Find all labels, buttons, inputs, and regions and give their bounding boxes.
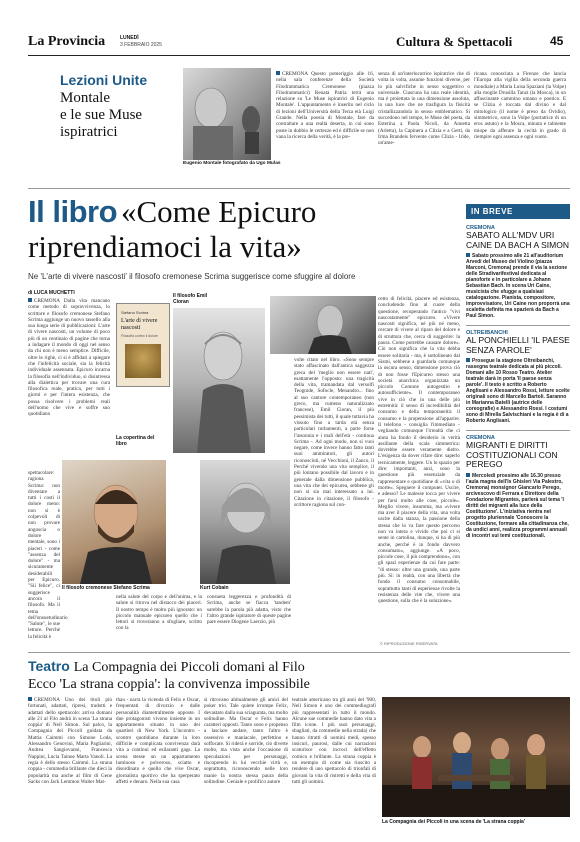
libro-column-3-bottom: consueta leggerezza e profondità di Scrima, anche se fiacca 'tandem' sarebbe la parola più adatta, visto che l'altro grande ispiratore di queste pagine pare essere Diogene Laerzio, più [207, 594, 291, 626]
lezioni-kicker: Lezioni Unite [60, 72, 148, 88]
teatro-headline-block [28, 658, 570, 693]
section-title: Cultura & Spettacoli [396, 34, 513, 49]
section-divider [28, 652, 570, 653]
cobain-portrait-illustration [200, 460, 290, 584]
scrima-photo [62, 460, 166, 584]
libro-byline: di LUCA MUCHETTI [28, 290, 75, 296]
bullet-square-icon [276, 71, 280, 75]
cobain-photo [200, 460, 290, 584]
lezioni-title-line1: Montale [60, 90, 110, 106]
teatro-photo-caption: La Compagnia dei Piccoli in una scena de 'La strana coppia' [382, 819, 525, 825]
inbreve-item-3-city: CREMONA [466, 435, 495, 441]
cioran-portrait-illustration [173, 308, 265, 453]
teatro-headline-line1: La Compagnia dei Piccoli domani al Filo [73, 660, 305, 675]
lezioni-headline-block [60, 72, 180, 141]
teatro-column-3: si ritrovano abitualmente gli amici del poker trio. Tale quiete irrompe Felix, devastato dalla sua sciagurata, ma molto solitudine. Ma Oscar e Felix hanno caratteri opposti. Tanto sono e propenso a lasciare andare, tanto l'altro è ossessivo e maniacale, perfettino e soffocate. Si riderà e sorride, ciò diverte molto, ma vista anche l'occasione di speculazioni per personaggi, riscoprendo in lui vecchie virtù e, soprattutto, riconoscendo nelle loro manie la nostra stessa paura della solitudine. Geniale e prolifico autore [204, 697, 288, 785]
section-divider [28, 188, 570, 189]
inbreve-item-2 [466, 325, 570, 424]
libro-column-3-top: volte citato nel libro. «Sono sempre stato affascinato dall'antica saggezza greca del 'meglio non essere nati', esattamente l'opposto: una tragicità della vita, tramandata dal versolfi Teognide, Sofocle, Menandro... fino al suo cantore contemporaneo (non greco, ma rumeno naturalizzato francese), Emil Cioran, il più pessimista dei tutti, il quale tuttavia ha vissuto fino a tarda età senza particolari turbamenti, a parte forse l'insonnia e i mali dell'età - continua Scrima -. Ad ogni modo, non si vuoi negare, come invece hanno fatto tanti suoi ammiratori, gli autori riconosciuti, né Vecchioni, il Zanco, il Perché vivendo una vita semplice, il più lontano possibile dal lavoro e in generale dalla dimensione pubblica, una vita che dei epicurea, sebbene gli non si sia mai interessato a lui. Citazione in citazione, il filosofo - scrittore ragiona sul con- [294, 357, 374, 508]
book-cover-artwork [125, 344, 161, 378]
masthead [28, 34, 570, 54]
inbreve-item-1-headline: SABATO ALL'MDV URI CAINE DA BACH A SIMON [466, 230, 569, 250]
book-cover-caption: La copertina del libro [116, 435, 155, 447]
issue-day: LUNEDÌ [120, 35, 139, 41]
libro-column-1-top: CREMONA Dalla vita mancano come metodo di sopravvivenza, lo scrittore e filosofo cremonese Stefano Scrima aggiunge un nuovo tassello alla sua lunga serie di pubblicazioni: L'arte di vivere nascosti, un volume di poco più di un centinaio di pagine che torna a indagare il mondo di oggi nel senso da chi non è meno semplice. Difficile, oltre le righe, ci si è affidati a spiegare che l'infelicità sociale, sia la felicità individuale assennata. Epicuro incarna la filosofia nell'individuo, si disintressa alla dialettica per trovare una cura filosofica reale, pratica, per tutti i giorni e per l'intera esistenza, che possa risolvere i problemi reali dell'uomo che vive e soffre suo quotidiano [28, 298, 110, 418]
bullet-square-icon [28, 697, 32, 701]
scrima-portrait-illustration [62, 460, 166, 584]
lezioni-column-1: CREMONA Questo pomeriggio alle 16, nella sala conferenze della Società Filodrammatica Cremonese (piazza Filodrammatici) Renata Patria terrà una relazione su 'Le Muse ispiratrici di Eugenio Montale'. L'appuntamento è inserito nel ciclo di lezioni dell'Università della Terza età Luigi Grande. Nella poesia di Montale, fare da contraltare a una realtà deserta, in cui sono poste in dubbio le certezze ed è difficile se non vana la ricerca della verità, è la pre- [276, 71, 374, 140]
cioran-photo [173, 308, 265, 453]
epicuro-portrait-illustration [270, 296, 376, 354]
teatro-photo [382, 697, 570, 817]
libro-kicker: Il libro [28, 194, 117, 229]
inbreve-item-3-headline: MIGRANTI E DIRITTI COSTITUZIONALI CON PEREGO [466, 440, 558, 469]
inbreve-item-1-city: CREMONA [466, 225, 495, 231]
montale-photo-caption: Eugenio Montale fotografato da Ugo Mulas [183, 161, 281, 166]
inbreve-item-2-headline: AL PONCHIELLI 'IL PAESE SENZA PAROLE' [466, 335, 570, 355]
inbreve-item-1-body: Sabato prossimo alle 21 all'auditorium Arvedi del Museo del Violino (piazza Marconi, Cremona) prende il via la sezione delle Stradivarifestival dedicata al pianoforte e in particolare a Johann Sebastian Bach. In scena Uri Caine, musicista che sfugge a qualsiasi catalogazione. Pianista, compositore, improvvisatore, Uri Caine non proporrà una scaletta definita ma spazierà da Bach a Paul Simon. [466, 253, 570, 319]
libro-column-4: cetto di felicità, piacere ed esistenza, concludendo fino al cuore della questione, recuperando l'antico "vivi nascostamente" epicureo. «Vivere nascosti significa, né più né meno, cercare di vivere al riparo del dolore e di struttura che, cerca di suggerire: la paura. Come potrebbe causare dolore». Ciò non significa che la vita debba essere solitaria - ma, è sottolineato dal Sismi, sebbene a guardarla comunque la oscura senso, dimensione prova ciò di non fosse l'Epicureo stesso una società anarchica organizzata un piccolo Comune autogestito e autosufficiente». Il contemporaneo vive in ciò che in una delle più estremità: il senso di incredibilità del consumo e della temporaneità: il consumo e la propensione all'apparire. Il telefono - consiglia l'immediato - vegliando comunque l'irrealtà che ci aiuta ha fondo il desiderio in verità assillante della scala simmetrica: dovrebbe essere veramente dietro. L'esigenza da dover rifare dire: saperlo tecnicamente, leggere. Un lo spazio per dire: importanti, anzi, sono la questione più essenziale da rappresentare e quotidiane di «vita o di morte». Spegnere il computer. Uscire, e adesso? Le malesse tocca per vivere per farsi molto alle cose, piccole». Meglio vivere, insomma, ma «vivere ma aver il piacere della vita, una volta uscite dalla stanza, la passione della stessa che lo va fare questo percorso non va intera e vivido che poi ci si sente in cartolina, dunque, si ha di più anche, perché è in fondo davvero consumato», aggiunge. «A poco, piccole cose, il più comprendono», con gli spazi esperienze da cui fare parte: "di stesso: oltre una grande, una parte più. Sì: in realtà, con una libertà che fondo il consumo consumabile, soprattutto tanti di esperienze rivolte la resistenza delle vite che, vivere una questione, sulla che è la soluzione». [378, 296, 460, 605]
libro-column-2-bottom: nella salute del corpo e dell'anima, e la salute si ritrova nel distacco dei piaceri. Il nostro tempo è molto più ignorato: un piccolo manuale epicureo quello che i lettori si troveranno a sfogliare, scritto con la [116, 594, 202, 632]
lezioni-column-3: ricana conosciuta a Firenze che lancia l'Europa alla vigilia della seconda guerra mondiale) a Maria Luisa Spaziani (la Volpe) alla moglie Drusilla Tanzi (la Mosca), in un affascinante cammino umano e poetico. E se Clizia è toccata dal divino e dal mitologico (il nome è preso da Ovidio), simmetrico, sono la Volpe (portatrice di un eros astuto) e la Mosca, minuta e talmente miope da afferare la cecità in grado di riempire ogni assenza e ogni vuoto. [474, 71, 567, 140]
libro-headline-block [28, 194, 438, 264]
teatro-column-2: thau - narra la vicenda di Felix e Oscar, frequentati di divorzio e dalle personalità diametralmente opposte. I due protagonisti vivono insieme in un appartamento situato in uno dei quartieri di New York. L'incontro - scontro quotidiano durante la loro difficile e complicata convivenza darà vita a continui ed esilaranti gags. La scena stesse un un appartamento luminoso e polveroso, sciatto e disordinato e quello che vive Oscar, giornalista sportivo che ha sperperato affetti e denaro. Nella sua casa [116, 697, 200, 785]
inbreve-item-3 [466, 430, 570, 539]
lezioni-title-line2: e le sue Muse [60, 107, 143, 123]
book-cover-subtitle: Filosofia contro il dolore [121, 334, 158, 338]
lezioni-title-line3: ispiratrici [60, 124, 118, 140]
page-number: 45 [550, 34, 564, 48]
inbreve-sidebar [466, 204, 570, 539]
scrima-photo-caption: Il filosofo cremonese Stefano Scrima [62, 585, 150, 591]
teatro-scene-illustration [382, 697, 570, 817]
book-cover-title: L'arte di vivere nascosti [121, 318, 158, 331]
teatro-column-1: CREMONA Uno dei titoli più fortunati, adattati, ripresi, tradotti e adattati dello spettacolo: arriva domani alle 21 al Filo andrà in scena 'La strana coppia' di Neil Simon. Sul palco, la Compagnia dei Piccoli guidata da Mattia Caimmi con Simone Loda, Alessandro Genovini, Maria Pagliarini, Andrea Sangiovanni, Francesca Nappini, Lucia Tainoe Marta Vanoli. La regia è dello stesso Caimmi. La strana coppia - commedia brillante che dieci la popolarità ma anche al film di Gene Sacks con Jack Lemmon Walter Mat- [28, 697, 112, 785]
libro-headline-line2: riprendiamoci la vita» [28, 229, 302, 264]
issue-date: 3 FEBBRAIO 2025 [120, 42, 162, 48]
libro-copyright: © RIPRODUZIONE RISERVATA [380, 641, 438, 646]
bullet-square-icon [28, 298, 32, 302]
cioran-label: Il filosofo Emil Cioran [173, 293, 208, 305]
inbreve-title: IN BREVE [466, 204, 570, 219]
libro-column-1-mid: spettacolare: ragiona Scrima: non diventare a tutti i costi il dolore meno: non si è colpevoli di non provare angoscia o dolore mentale, sono i piaceri - come "assenza del dolore" - ma sicuramente desiderabili per Epicuro. "Sii felice", ci suggerisce ancora il filosofo. Ma il tema dell'onsuetudinario "Salute", le sue letture. Perché la felicità è [28, 470, 68, 640]
teatro-column-4: teatrale americano tra gli anni del '900, Neil Simon è uno dei commediografi più rappresentati in tutto il mondo. Alcune sue commedie hanno dato vita a film icone. I più suoi personaggi, sbagliati, da commedie nella strada) che hanno ritratti di uomini medi, spesso insicuri, paurosi, dalle cui narrazioni scaturisce con incroci dell'effetto comico e brillante. La strana coppia è un esempio di come sia riuscito a rendere di uno spettacolo di trionfali di giovani la vita di ristretti e della vita di tutti gli uomini. [292, 697, 376, 785]
epicuro-photo [270, 296, 376, 354]
book-cover [116, 303, 170, 387]
teatro-headline-line2: Ecco 'La strana coppia': la convivenza impossibile [28, 677, 310, 692]
libro-subhead: Ne 'L'arte di vivere nascosti' il filosofo cremonese Scrima suggerisce come sfuggire al dolore [28, 272, 356, 281]
masthead-rule [28, 55, 570, 56]
newspaper-logo: La Provincia [28, 34, 106, 49]
bullet-square-icon [466, 253, 470, 257]
bullet-square-icon [466, 358, 470, 362]
inbreve-item-2-body: Prosegue la stagione Oltreibanchi, rassegna teatrale dedicata ai più piccoli. Domani alle 10 Rosso Teatro. Atelier teatrale darà in porta 'Il paese senza parole'. Il testo è scritto a Roberto Anglisani e Alessandro Rossi, letture scelte originali sono di Marcello Bartoli. Saranno in Marianna Batelli (autrice delle coreografie) e Alessandro Rossi. I costumi sono di Mirella Salvischiani e la regia è di a Roberto Anglisani. [466, 358, 570, 424]
inbreve-item-2-city: OLTREIBANCHI [466, 330, 508, 336]
montale-photo [183, 68, 271, 160]
bullet-square-icon [466, 473, 470, 477]
montale-portrait-illustration [183, 68, 271, 160]
inbreve-item-1 [466, 225, 570, 319]
inbreve-item-3-body: Mercoledì prossimo alle 16.30 presso l'aula magna dell'Is Ghisleri Via Palestro, Cremona) monsignor Giancarlo Perego, arcivescovo di Ferrara e Direttore della Fondazione Migrantes, parlerà sul tema 'I diritti dei migranti alla luce della Costituzione'. L'iniziativa rientra nel progetto pluriennale 'Conoscere la Costituzione, formare alla cittadinanza che, da undici anni, realizza programmi annuali di incontri sui temi costituzionali. [466, 472, 569, 539]
libro-headline-line1: «Come Epicuro [121, 194, 317, 229]
cobain-photo-caption: Kurt Cobain [200, 585, 229, 591]
teatro-kicker: Teatro [28, 658, 70, 674]
book-cover-author: Stefano Scrima [121, 310, 149, 315]
lezioni-column-2: senza di un'interlocutrice ispiratrice che di volta in volta, assume funzioni diverse, per lo più salvifiche in senso soggettivo o universale. Ciascuna ha una reale identità, ma è proiettata in una dimensione assoluta, in una luce che ne trasfigura la fisicità cristallizzandola in senso emblematico. Si succedono nel tempo, le Muse del poeta, da Esterina a Paola Nicoli, da Annetta (Arletta), la Capinera a Clizia e a Gerti, da Irma Brandeis fervente come Clizia - Iride, un'ame- [378, 71, 470, 147]
